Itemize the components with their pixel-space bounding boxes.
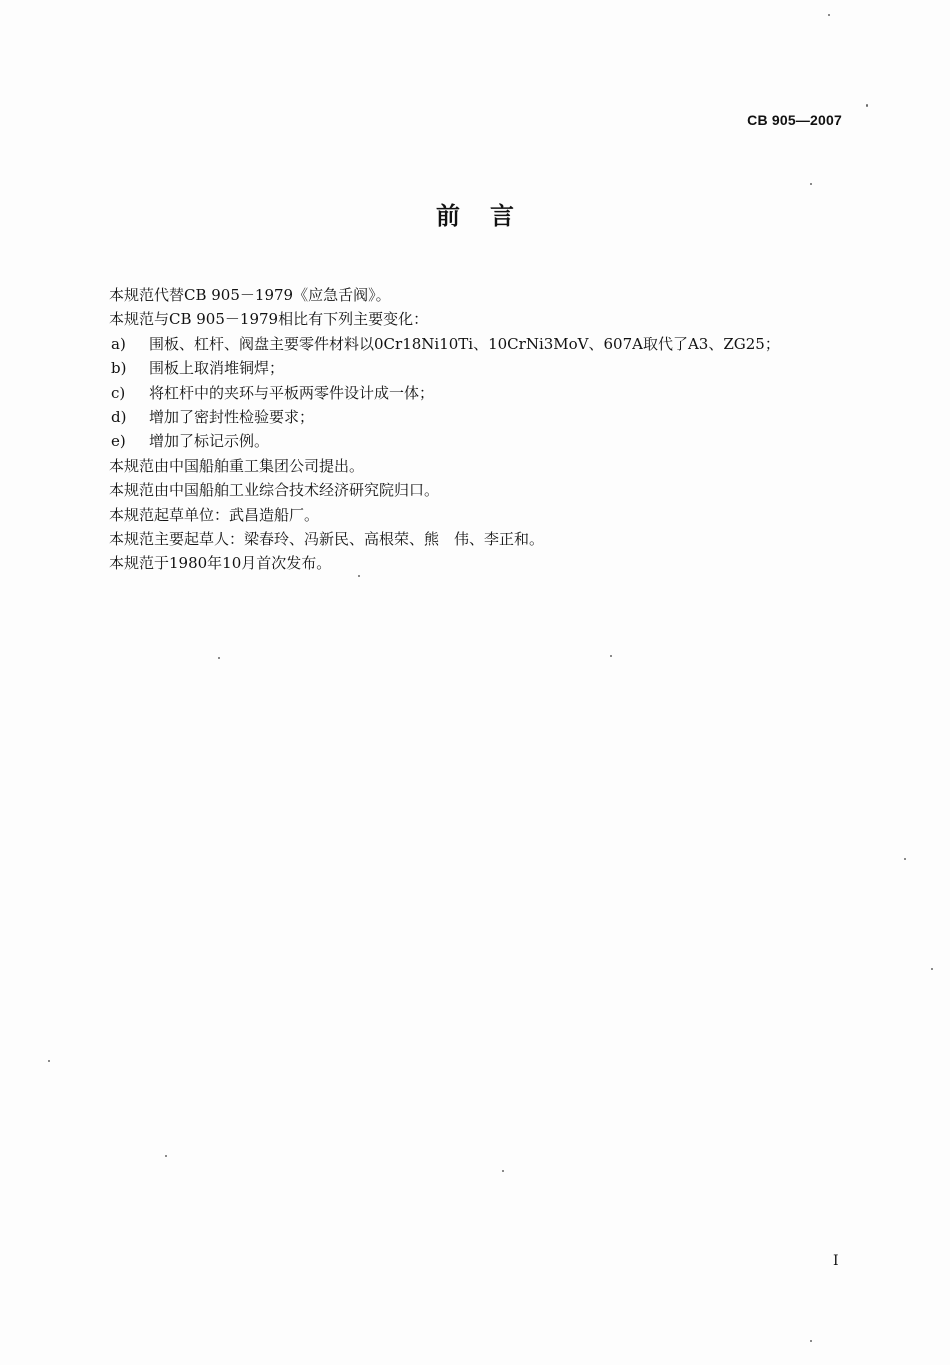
list-marker: a) [111, 334, 126, 353]
paragraph-replacement: 本规范代替CB 905－1979《应急舌阀》。 [109, 286, 391, 304]
scan-speck [610, 655, 612, 657]
scan-speck [218, 657, 220, 659]
list-marker: d) [111, 407, 127, 426]
paragraph-proposer: 本规范由中国船舶重工集团公司提出。 [109, 456, 365, 475]
list-marker: e) [111, 432, 126, 451]
list-item-change-c [109, 381, 849, 405]
list-item-change-d [109, 405, 849, 429]
list-item-text: 围板上取消堆铜焊； [149, 359, 285, 378]
scan-speck [810, 183, 812, 185]
scan-speck [165, 1155, 167, 1157]
paragraph-first-release: 本规范于1980年10月首次发布。 [109, 554, 332, 573]
list-item-change-e [109, 429, 849, 453]
standard-code: CB 905—2007 [747, 112, 842, 128]
page-number: I [833, 1253, 839, 1269]
scan-speck [931, 968, 933, 970]
scan-speck [866, 104, 868, 107]
scan-speck [358, 575, 360, 577]
scan-speck [502, 1170, 504, 1172]
foreword-body [109, 283, 849, 576]
list-item-text: 围板、杠杆、阀盘主要零件材料以0Cr18Ni10Ti、10CrNi3MoV、607A取代了A3、ZG25； [149, 334, 780, 353]
list-item-change-a [109, 332, 849, 356]
paragraph-administrator: 本规范由中国船舶工业综合技术经济研究院归口。 [109, 481, 440, 500]
list-item-text: 将杠杆中的夹环与平板两零件设计成一体； [149, 383, 435, 402]
scan-speck [810, 1340, 812, 1342]
list-marker: c) [111, 383, 126, 402]
list-item-text: 增加了标记示例。 [149, 432, 270, 451]
list-marker: b) [111, 359, 127, 378]
scan-speck [904, 858, 906, 860]
paragraph-drafters: 本规范主要起草人：梁春玲、冯新民、高根荣、熊 伟、李正和。 [109, 529, 545, 548]
scan-speck [48, 1060, 50, 1062]
scan-speck [828, 14, 830, 16]
paragraph-changes-intro: 本规范与CB 905－1979相比有下列主要变化： [109, 310, 429, 329]
page-title: 前言 [436, 202, 544, 230]
list-item-text: 增加了密封性检验要求； [149, 407, 315, 426]
list-item-change-b [109, 356, 849, 380]
paragraph-drafting-unit: 本规范起草单位：武昌造船厂。 [109, 505, 320, 524]
